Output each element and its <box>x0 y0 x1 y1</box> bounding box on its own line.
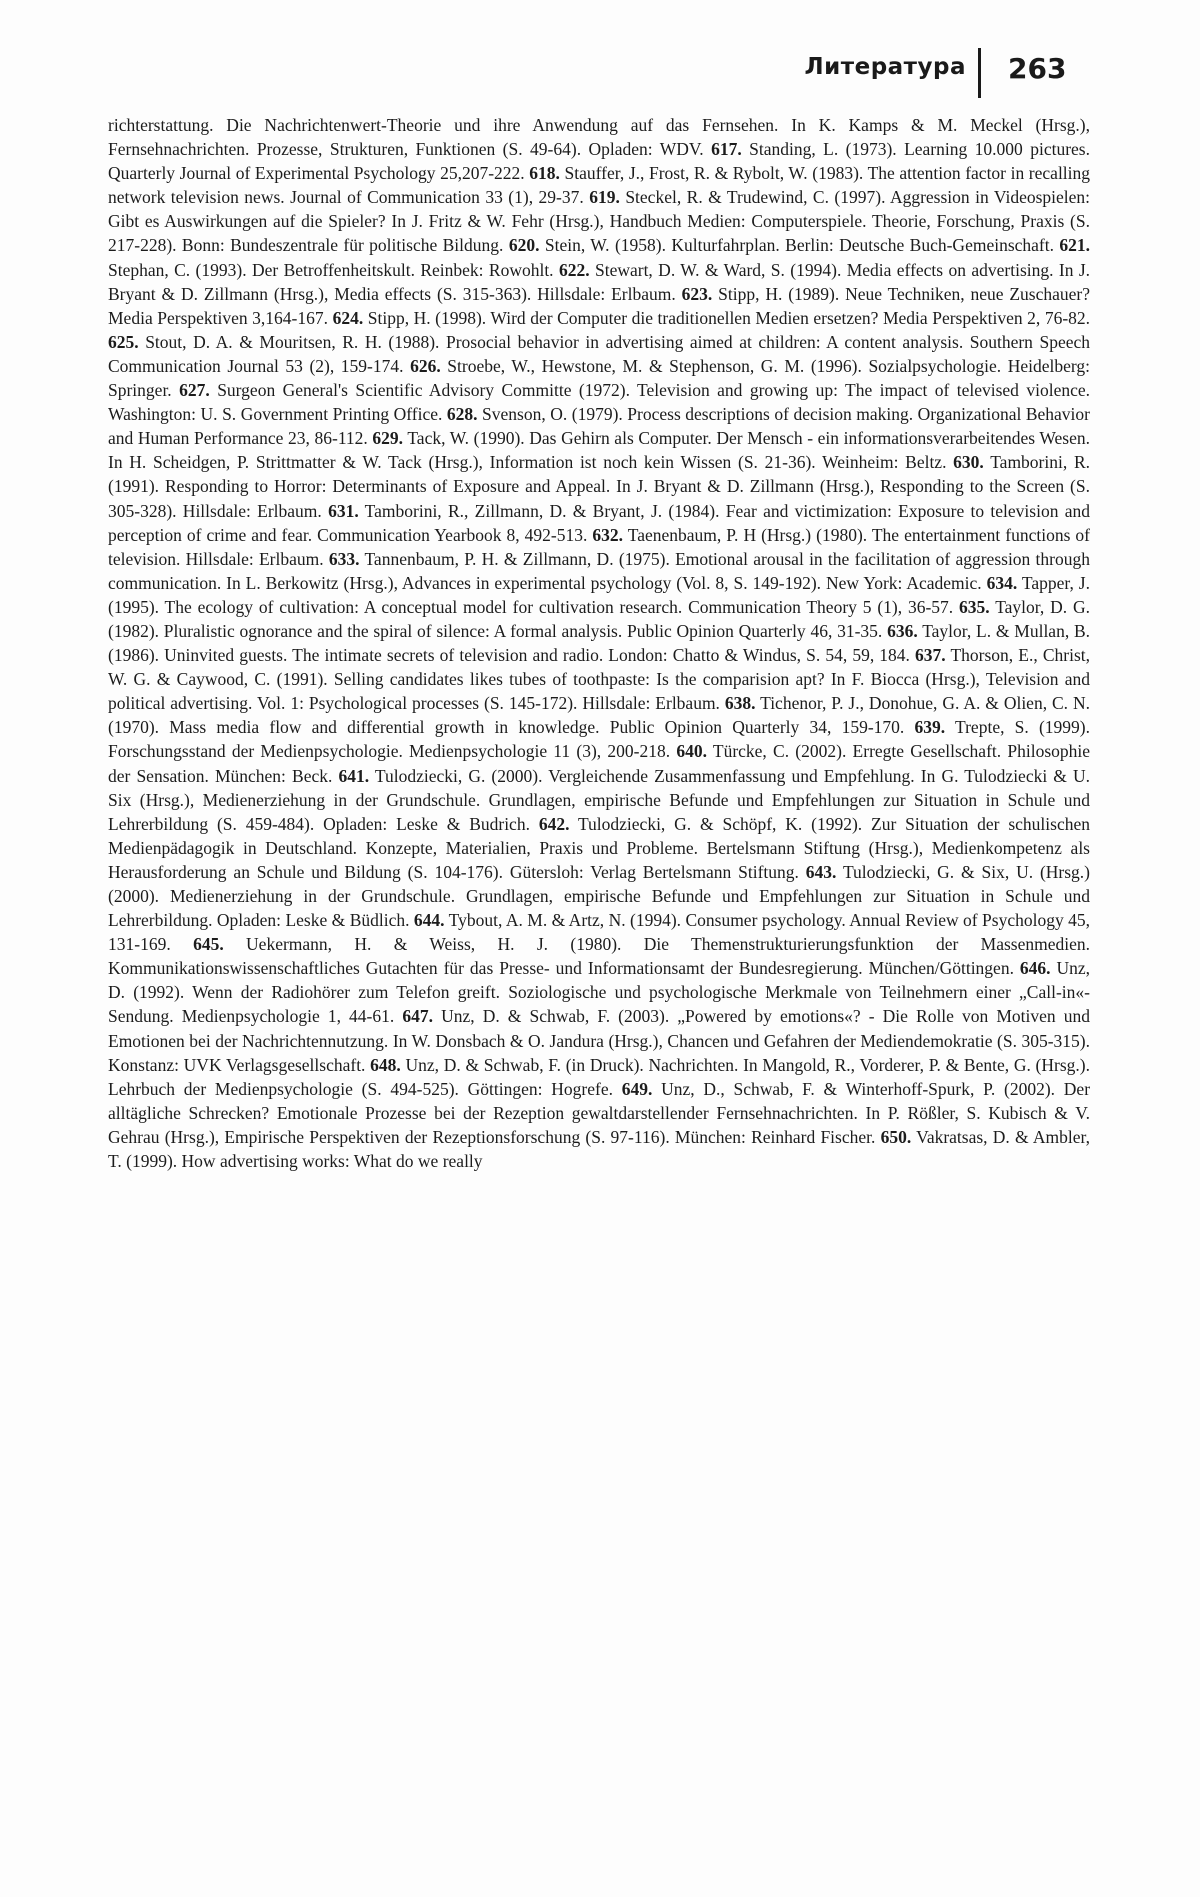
reference-number: 628. <box>446 404 478 425</box>
reference-text: Trepte, S. (1999). Forschungsstand der Medienpsychologie. Medienpsychologie 11 (3), 200-218. <box>108 717 1090 762</box>
reference-number: 626. <box>410 355 441 376</box>
reference-number: 638. <box>724 693 756 714</box>
reference-entry <box>333 308 1090 328</box>
reference-text: Türcke, C. (2002). Erregte Gesellschaft. Philosophie der Sensation. München: Beck. <box>108 741 1090 786</box>
page-number: 263 <box>1008 52 1067 85</box>
reference-number: 641. <box>338 765 370 786</box>
reference-number: 620. <box>508 235 540 256</box>
reference-text: Unz, D. (1992). Wenn der Radiohörer zum Telefon greift. Soziologische und psychologische Merkmale von Teilnehmern einer „Call-in«-Sendung. Medienpsychologie 1, 44-61. <box>108 958 1090 1027</box>
reference-number: 630. <box>953 452 984 473</box>
reference-number: 649. <box>621 1078 653 1099</box>
reference-text: Tannenbaum, P. H. & Zillmann, D. (1975). Emotional arousal in the facilitation of aggression through communication. In L. Berkowitz (Hrsg.), Advances in experimental psychology (Vol. 8, S. 149-192). New York: Academic. <box>108 548 1090 593</box>
reference-text: Thorson, E., Christ, W. G. & Caywood, C. (1991). Selling candidates likes tubes of toothpaste: Is the comparision apt? In F. Biocca (Hrsg.), Television and political advertising. Vol. 1: Psychological processes (S. 145-172). Hillsdale: Erlbaum. <box>108 645 1090 714</box>
reference-text: Tamborini, R., Zillmann, D. & Bryant, J. (1984). Fear and victimization: Exposure to television and perception of crime and fear. Communication Yearbook 8, 492-513. <box>108 500 1090 545</box>
reference-number: 632. <box>592 524 624 545</box>
reference-entry <box>108 934 1090 978</box>
reference-text: Taylor, D. G. (1982). Pluralistic ognorance and the spiral of silence: A formal analysis. Public Opinion Quarterly 46, 31-35. <box>108 596 1090 641</box>
reference-text: Stout, D. A. & Mouritsen, R. H. (1988). Prosocial behavior in advertising aimed at children: A content analysis. Southern Speech Communication Journal 53 (2), 159-174. <box>108 331 1090 376</box>
reference-text: Unz, D. & Schwab, F. (2003). „Powered by emotions«? - Die Rolle von Motiven und Emotionen bei der Nachrichtennutzung. In W. Donsbach & O. Jandura (Hrsg.), Chancen und Gefahren der Mediendemokratie (S. 305-315). Konstanz: UVK Verlagsgesellschaft. <box>108 1006 1090 1075</box>
reference-text: Tack, W. (1990). Das Gehirn als Computer. Der Mensch - ein informationsverarbeitendes Wesen. In H. Scheidgen, P. Strittmatter & W. Tack (Hrsg.), Information ist noch kein Wissen (S. 21-36). Weinheim: Beltz. <box>108 428 1090 473</box>
reference-entry <box>509 235 1054 255</box>
section-title: Литература <box>804 54 966 80</box>
reference-text: Stewart, D. W. & Ward, S. (1994). Media effects on advertising. In J. Bryant & D. Zillmann (Hrsg.), Media effects (S. 315-363). Hillsdale: Erlbaum. <box>108 259 1090 304</box>
reference-number: 619. <box>589 187 620 208</box>
reference-number: 643. <box>805 861 837 882</box>
reference-number: 636. <box>887 620 918 641</box>
reference-text: Standing, L. (1973). Learning 10.000 pictures. Quarterly Journal of Experimental Psychology 25,207-222. <box>108 139 1090 184</box>
reference-number: 621. <box>1059 235 1090 256</box>
reference-number: 617. <box>711 139 742 160</box>
lead-text: richterstattung. Die Nachrichtenwert-Theorie und ihre Anwendung auf das Fernsehen. In K. Kamps & M. Meckel (Hrsg.), Fernsehnachrichten. Prozesse, Strukturen, Funktionen (S. 49-64). Opladen: WDV. <box>108 115 1090 160</box>
reference-text: Unz, D. & Schwab, F. (in Druck). Nachrichten. In Mangold, R., Vorderer, P. & Bente, G. (Hrsg.). Lehrbuch der Medienpsychologie (S. 494-525). Göttingen: Hogrefe. <box>108 1054 1090 1099</box>
reference-number: 635. <box>959 596 990 617</box>
reference-text: Stein, W. (1958). Kulturfahrplan. Berlin: Deutsche Buch-Gemeinschaft. <box>544 235 1054 256</box>
reference-text: Tulodziecki, G. & Schöpf, K. (1992). Zur Situation der schulischen Medienpädagogik in Deutschland. Konzepte, Materialien, Praxis und Probleme. Bertelsmann Stiftung (Hrsg.), Medienkompetenz als Herausforderung an Schule und Bildung (S. 104-176). Gütersloh: Verlag Bertelsmann Stiftung. <box>108 813 1090 882</box>
reference-number: 634. <box>986 572 1018 593</box>
reference-text: Tapper, J. (1995). The ecology of cultivation: A conceptual model for cultivation research. Communication Theory 5 (1), 36-57. <box>108 572 1090 617</box>
reference-number: 648. <box>370 1054 401 1075</box>
reference-text: Svenson, O. (1979). Process descriptions of decision making. Organizational Behavior and Human Performance 23, 86-112. <box>108 404 1090 449</box>
reference-text: Stephan, C. (1993). Der Betroffenheitskult. Reinbek: Rowohlt. <box>108 259 554 280</box>
reference-number: 629. <box>372 428 404 449</box>
reference-number: 644. <box>413 910 445 931</box>
reference-text: Taenenbaum, P. H (Hrsg.) (1980). The entertainment functions of television. Hillsdale: Erlbaum. <box>108 524 1090 569</box>
reference-number: 624. <box>332 307 364 328</box>
reference-number: 622. <box>558 259 590 280</box>
reference-number: 625. <box>108 331 139 352</box>
reference-number: 631. <box>328 500 359 521</box>
reference-text: Tybout, A. M. & Artz, N. (1994). Consumer psychology. Annual Review of Psychology 45, 131-169. <box>108 910 1090 955</box>
reference-number: 645. <box>193 934 224 955</box>
reference-list <box>108 113 1090 1808</box>
reference-text: Stipp, H. (1998). Wird der Computer die traditionellen Medien ersetzen? Media Perspektiven 2, 76-82. <box>367 307 1090 328</box>
reference-text: Surgeon General's Scientific Advisory Committe (1972). Television and growing up: The impact of televised violence. Washington: U. S. Government Printing Office. <box>108 380 1090 425</box>
reference-number: 642. <box>538 813 570 834</box>
reference-text: Tichenor, P. J., Donohue, G. A. & Olien, C. N. (1970). Mass media flow and differential growth in knowledge. Public Opinion Quarterly 34, 159-170. <box>108 693 1090 738</box>
reference-number: 639. <box>914 717 946 738</box>
reference-text: Unz, D., Schwab, F. & Winterhoff-Spurk, P. (2002). Der alltägliche Schrecken? Emotionale Prozesse bei der Rezeption gewaltdarstellender Fernsehnachrichten. In P. Rößler, S. Kubisch & V. Gehrau (Hrsg.), Empirische Perspektiven der Rezeptionsforschung (S. 97-116). München: Reinhard Fischer. <box>108 1078 1090 1147</box>
reference-text: Stroebe, W., Hewstone, M. & Stephenson, G. M. (1996). Sozialpsychologie. Heidelberg: Springer. <box>108 355 1090 401</box>
reference-text: Vakratsas, D. & Ambler, T. (1999). How advertising works: What do we really <box>108 1126 1090 1172</box>
running-header <box>760 48 1090 104</box>
reference-text: Steckel, R. & Trudewind, C. (1997). Aggression in Videospielen: Gibt es Auswirkungen auf die Spieler? In J. Fritz & W. Fehr (Hrsg.), Handbuch Medien: Computerspiele. Theorie, Forschung, Praxis (S. 217-228). Bonn: Bundeszentrale für politische Bildung. <box>108 187 1090 256</box>
reference-number: 647. <box>402 1006 433 1027</box>
header-divider <box>978 48 981 98</box>
reference-text: Tulodziecki, G. & Six, U. (Hrsg.) (2000). Medienerziehung in der Grundschule. Grundlagen, empirische Befunde und Empfehlungen zur Situation in Schule und Lehrerbildung. Opladen: Leske & Büdlich. <box>108 861 1090 931</box>
reference-number: 646. <box>1019 958 1051 979</box>
reference-text: Tamborini, R. (1991). Responding to Horror: Determinants of Exposure and Appeal. In J. Bryant & D. Zillmann (Hrsg.), Responding to the Screen (S. 305-328). Hillsdale: Erlbaum. <box>108 452 1090 521</box>
reference-text: Taylor, L. & Mullan, B. (1986). Uninvited guests. The intimate secrets of television and radio. London: Chatto & Windus, S. 54, 59, 184. <box>108 620 1090 666</box>
reference-text: Stauffer, J., Frost, R. & Rybolt, W. (1983). The attention factor in recalling network television news. Journal of Communication 33 (1), 29-37. <box>108 163 1090 208</box>
reference-number: 633. <box>328 548 360 569</box>
reference-number: 627. <box>179 380 210 401</box>
reference-number: 637. <box>915 645 946 666</box>
reference-text: Stipp, H. (1989). Neue Techniken, neue Zuschauer? Media Perspektiven 3,164-167. <box>108 283 1090 328</box>
reference-number: 618. <box>529 163 560 184</box>
reference-number: 623. <box>681 283 713 304</box>
reference-number: 650. <box>880 1126 912 1147</box>
reference-text: Uekermann, H. & Weiss, H. J. (1980). Die Themenstrukturierungsfunktion der Massenmedien. Kommunikationswissenschaftliches Gutachten für das Presse- und Informationsamt der Bundesregierung. München/Göttingen. <box>108 934 1090 979</box>
reference-number: 640. <box>676 741 707 762</box>
reference-text: Tulodziecki, G. (2000). Vergleichende Zusammenfassung und Empfehlung. In G. Tulodziecki & U. Six (Hrsg.), Medienerziehung in der Grundschule. Grundlagen, empirische Befunde und Empfehlungen zur Situation in Schule und Lehrerbildung (S. 459-484). Opladen: Leske & Budrich. <box>108 765 1090 834</box>
